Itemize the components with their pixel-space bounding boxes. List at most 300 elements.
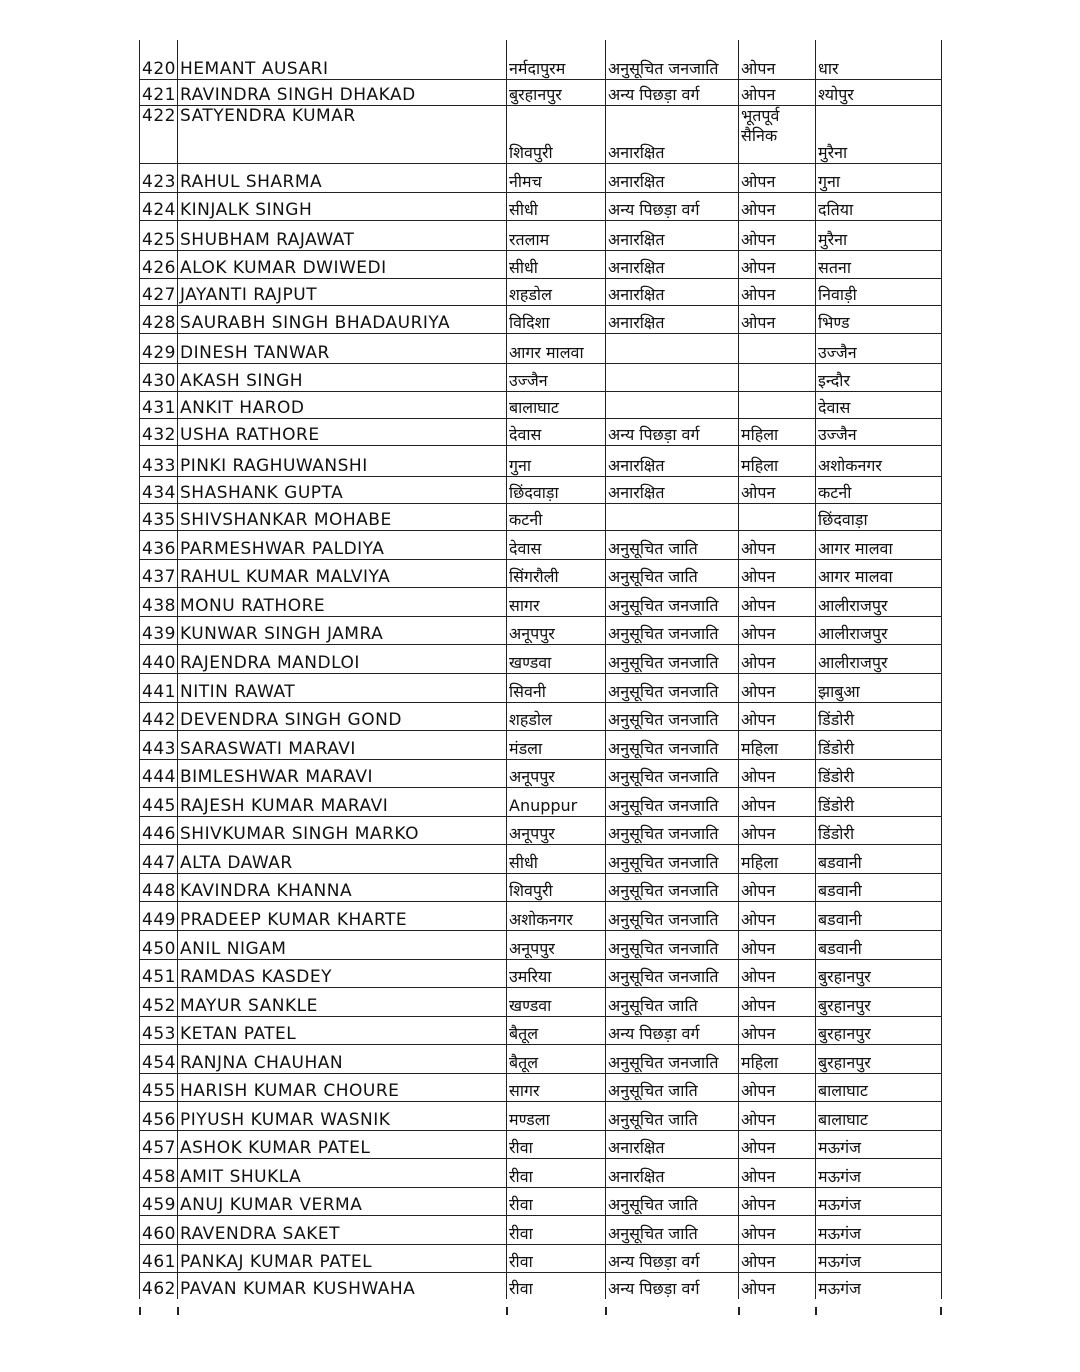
table-row xyxy=(140,673,942,702)
serial-number-cell: 442 xyxy=(140,702,178,730)
serial-number-cell: 424 xyxy=(140,192,178,220)
candidate-name-cell: KAVINDRA KHANNA xyxy=(178,873,507,901)
type-cell: ओपन xyxy=(739,1101,816,1130)
serial-number-cell: 461 xyxy=(140,1244,178,1272)
serial-number-cell: 435 xyxy=(140,503,178,530)
type-cell: ओपन xyxy=(739,1073,816,1101)
table-row xyxy=(140,250,942,278)
home-district-cell: सिंगरौली xyxy=(507,559,606,587)
category-cell xyxy=(606,503,739,530)
type-cell: ओपन xyxy=(739,673,816,702)
posting-district-cell: मऊगंज xyxy=(816,1187,942,1215)
category-cell: अनुसूचित जनजाति xyxy=(606,40,739,79)
table-row xyxy=(140,930,942,959)
home-district-cell: देवास xyxy=(507,418,606,445)
serial-number-cell: 429 xyxy=(140,333,178,363)
posting-district-cell: बालाघाट xyxy=(816,1073,942,1101)
candidate-name-cell: RAHUL SHARMA xyxy=(178,163,507,192)
candidate-name-cell: SAURABH SINGH BHADAURIYA xyxy=(178,305,507,333)
home-district-cell: रीवा xyxy=(507,1130,606,1158)
table-row xyxy=(140,503,942,530)
table-row xyxy=(140,759,942,787)
type-cell: ओपन xyxy=(739,702,816,730)
home-district-cell: शिवपुरी xyxy=(507,873,606,901)
type-cell: ओपन xyxy=(739,559,816,587)
candidate-name-cell: SHIVKUMAR SINGH MARKO xyxy=(178,816,507,844)
serial-number-cell: 445 xyxy=(140,787,178,816)
type-cell: ओपन xyxy=(739,220,816,250)
candidate-name-cell: KINJALK SINGH xyxy=(178,192,507,220)
type-cell: ओपन xyxy=(739,163,816,192)
table-row xyxy=(140,163,942,192)
posting-district-cell: देवास xyxy=(816,391,942,418)
table-row xyxy=(140,79,942,105)
candidate-name-cell: BIMLESHWAR MARAVI xyxy=(178,759,507,787)
type-cell xyxy=(739,503,816,530)
category-cell: अन्य पिछड़ा वर्ग xyxy=(606,192,739,220)
posting-district-cell: बालाघाट xyxy=(816,1101,942,1130)
posting-district-cell: श्योपुर xyxy=(816,79,942,105)
candidate-name-cell: MAYUR SANKLE xyxy=(178,987,507,1016)
grid-line-stub xyxy=(738,1307,740,1315)
candidate-name-cell: PINKI RAGHUWANSHI xyxy=(178,445,507,476)
type-cell: ओपन xyxy=(739,873,816,901)
table-continuation-lines xyxy=(139,1307,941,1315)
grid-line-stub xyxy=(177,1307,179,1315)
category-cell: अनुसूचित जनजाति xyxy=(606,616,739,644)
serial-number-cell: 452 xyxy=(140,987,178,1016)
posting-district-cell: बुरहानपुर xyxy=(816,987,942,1016)
category-cell: अनुसूचित जनजाति xyxy=(606,587,739,616)
posting-district-cell: बुरहानपुर xyxy=(816,959,942,987)
candidate-table xyxy=(139,40,942,1299)
home-district-cell: रीवा xyxy=(507,1244,606,1272)
home-district-cell: सागर xyxy=(507,587,606,616)
home-district-cell: शहडोल xyxy=(507,702,606,730)
serial-number-cell: 431 xyxy=(140,391,178,418)
serial-number-cell: 440 xyxy=(140,644,178,673)
posting-district-cell: सतना xyxy=(816,250,942,278)
posting-district-cell: मऊगंज xyxy=(816,1272,942,1299)
serial-number-cell: 455 xyxy=(140,1073,178,1101)
table-row xyxy=(140,40,942,79)
candidate-name-cell: PIYUSH KUMAR WASNIK xyxy=(178,1101,507,1130)
posting-district-cell: इन्दौर xyxy=(816,363,942,391)
candidate-name-cell: DEVENDRA SINGH GOND xyxy=(178,702,507,730)
home-district-cell: गुना xyxy=(507,445,606,476)
posting-district-cell: अशोकनगर xyxy=(816,445,942,476)
table-row xyxy=(140,1158,942,1187)
type-cell: ओपन xyxy=(739,759,816,787)
serial-number-cell: 453 xyxy=(140,1016,178,1044)
candidate-name-cell: SHASHANK GUPTA xyxy=(178,476,507,503)
serial-number-cell: 422 xyxy=(140,105,178,163)
category-cell: अनारक्षित xyxy=(606,220,739,250)
type-cell: ओपन xyxy=(739,587,816,616)
candidate-name-cell: ANUJ KUMAR VERMA xyxy=(178,1187,507,1215)
category-cell: अनारक्षित xyxy=(606,476,739,503)
posting-district-cell: उज्जैन xyxy=(816,333,942,363)
posting-district-cell: बडवानी xyxy=(816,901,942,930)
serial-number-cell: 450 xyxy=(140,930,178,959)
category-cell: अन्य पिछड़ा वर्ग xyxy=(606,418,739,445)
serial-number-cell: 456 xyxy=(140,1101,178,1130)
category-cell: अनुसूचित जनजाति xyxy=(606,787,739,816)
table-row xyxy=(140,816,942,844)
category-cell: अनारक्षित xyxy=(606,445,739,476)
serial-number-cell: 428 xyxy=(140,305,178,333)
table-row xyxy=(140,987,942,1016)
home-district-cell: अनूपपुर xyxy=(507,816,606,844)
table-row xyxy=(140,1272,942,1299)
category-cell xyxy=(606,363,739,391)
home-district-cell: नीमच xyxy=(507,163,606,192)
table-row xyxy=(140,616,942,644)
category-cell: अन्य पिछड़ा वर्ग xyxy=(606,79,739,105)
category-cell: अनुसूचित जाति xyxy=(606,987,739,1016)
type-cell: ओपन xyxy=(739,644,816,673)
candidate-name-cell: ALOK KUMAR DWIWEDI xyxy=(178,250,507,278)
category-cell: अनुसूचित जाति xyxy=(606,530,739,559)
type-cell: ओपन xyxy=(739,1187,816,1215)
table-row xyxy=(140,1044,942,1073)
posting-district-cell: उज्जैन xyxy=(816,418,942,445)
table-row xyxy=(140,559,942,587)
posting-district-cell: भिण्ड xyxy=(816,305,942,333)
posting-district-cell: आलीराजपुर xyxy=(816,616,942,644)
grid-line-stub xyxy=(815,1307,817,1315)
category-cell: अनारक्षित xyxy=(606,1158,739,1187)
type-cell: ओपन xyxy=(739,787,816,816)
serial-number-cell: 434 xyxy=(140,476,178,503)
category-cell: अनारक्षित xyxy=(606,163,739,192)
posting-district-cell: डिंडोरी xyxy=(816,702,942,730)
serial-number-cell: 436 xyxy=(140,530,178,559)
home-district-cell: उमरिया xyxy=(507,959,606,987)
serial-number-cell: 439 xyxy=(140,616,178,644)
posting-district-cell: डिंडोरी xyxy=(816,787,942,816)
category-cell: अनुसूचित जनजाति xyxy=(606,702,739,730)
table-row xyxy=(140,530,942,559)
serial-number-cell: 451 xyxy=(140,959,178,987)
posting-district-cell: निवाड़ी xyxy=(816,278,942,305)
home-district-cell: अनूपपुर xyxy=(507,616,606,644)
type-cell: ओपन xyxy=(739,192,816,220)
type-cell: महिला xyxy=(739,1044,816,1073)
serial-number-cell: 421 xyxy=(140,79,178,105)
posting-district-cell: मऊगंज xyxy=(816,1158,942,1187)
table-row xyxy=(140,730,942,759)
candidate-name-cell: AMIT SHUKLA xyxy=(178,1158,507,1187)
table-row xyxy=(140,418,942,445)
category-cell: अनुसूचित जनजाति xyxy=(606,644,739,673)
serial-number-cell: 458 xyxy=(140,1158,178,1187)
candidate-name-cell: SATYENDRA KUMAR xyxy=(178,105,507,163)
posting-district-cell: डिंडोरी xyxy=(816,730,942,759)
table-row xyxy=(140,844,942,873)
candidate-name-cell: MONU RATHORE xyxy=(178,587,507,616)
serial-number-cell: 443 xyxy=(140,730,178,759)
table-row xyxy=(140,278,942,305)
candidate-name-cell: RAHUL KUMAR MALVIYA xyxy=(178,559,507,587)
candidate-table-body xyxy=(140,40,942,1299)
table-row xyxy=(140,1101,942,1130)
candidate-name-cell: ASHOK KUMAR PATEL xyxy=(178,1130,507,1158)
posting-district-cell: डिंडोरी xyxy=(816,816,942,844)
candidate-name-cell: DINESH TANWAR xyxy=(178,333,507,363)
serial-number-cell: 449 xyxy=(140,901,178,930)
home-district-cell: अनूपपुर xyxy=(507,930,606,959)
grid-line-stub xyxy=(605,1307,607,1315)
home-district-cell: कटनी xyxy=(507,503,606,530)
home-district-cell: रीवा xyxy=(507,1215,606,1244)
table-row xyxy=(140,333,942,363)
serial-number-cell: 438 xyxy=(140,587,178,616)
home-district-cell: रीवा xyxy=(507,1187,606,1215)
type-cell: भूतपूर्व सैनिक xyxy=(739,105,816,163)
serial-number-cell: 447 xyxy=(140,844,178,873)
home-district-cell: शहडोल xyxy=(507,278,606,305)
candidate-name-cell: HEMANT AUSARI xyxy=(178,40,507,79)
type-cell: ओपन xyxy=(739,305,816,333)
posting-district-cell: मऊगंज xyxy=(816,1215,942,1244)
serial-number-cell: 427 xyxy=(140,278,178,305)
posting-district-cell: मुरैना xyxy=(816,105,942,163)
serial-number-cell: 454 xyxy=(140,1044,178,1073)
table-row xyxy=(140,305,942,333)
posting-district-cell: बडवानी xyxy=(816,844,942,873)
serial-number-cell: 460 xyxy=(140,1215,178,1244)
posting-district-cell: धार xyxy=(816,40,942,79)
grid-line-stub xyxy=(940,1307,942,1315)
serial-number-cell: 425 xyxy=(140,220,178,250)
posting-district-cell: आगर मालवा xyxy=(816,559,942,587)
grid-line-stub xyxy=(506,1307,508,1315)
type-cell: महिला xyxy=(739,418,816,445)
candidate-name-cell: ANKIT HAROD xyxy=(178,391,507,418)
posting-district-cell: गुना xyxy=(816,163,942,192)
home-district-cell: बुरहानपुर xyxy=(507,79,606,105)
category-cell: अनुसूचित जनजाति xyxy=(606,673,739,702)
category-cell xyxy=(606,391,739,418)
table-row xyxy=(140,1073,942,1101)
candidate-name-cell: HARISH KUMAR CHOURE xyxy=(178,1073,507,1101)
category-cell: अनुसूचित जनजाति xyxy=(606,816,739,844)
category-cell: अनारक्षित xyxy=(606,1130,739,1158)
category-cell: अनुसूचित जाति xyxy=(606,1101,739,1130)
category-cell: अनुसूचित जाति xyxy=(606,1187,739,1215)
candidate-name-cell: RAJENDRA MANDLOI xyxy=(178,644,507,673)
candidate-name-cell: PARMESHWAR PALDIYA xyxy=(178,530,507,559)
candidate-name-cell: SHUBHAM RAJAWAT xyxy=(178,220,507,250)
type-cell: ओपन xyxy=(739,959,816,987)
posting-district-cell: मऊगंज xyxy=(816,1130,942,1158)
home-district-cell: अशोकनगर xyxy=(507,901,606,930)
candidate-name-cell: PAVAN KUMAR KUSHWAHA xyxy=(178,1272,507,1299)
category-cell: अनुसूचित जनजाति xyxy=(606,873,739,901)
serial-number-cell: 448 xyxy=(140,873,178,901)
type-cell: ओपन xyxy=(739,1158,816,1187)
type-cell: ओपन xyxy=(739,1215,816,1244)
table-row xyxy=(140,787,942,816)
serial-number-cell: 444 xyxy=(140,759,178,787)
posting-district-cell: दतिया xyxy=(816,192,942,220)
type-cell: ओपन xyxy=(739,987,816,1016)
category-cell: अन्य पिछड़ा वर्ग xyxy=(606,1016,739,1044)
type-cell: ओपन xyxy=(739,250,816,278)
type-cell xyxy=(739,333,816,363)
type-cell: ओपन xyxy=(739,1016,816,1044)
candidate-name-cell: AKASH SINGH xyxy=(178,363,507,391)
table-row xyxy=(140,1244,942,1272)
posting-district-cell: छिंदवाड़ा xyxy=(816,503,942,530)
table-row xyxy=(140,1016,942,1044)
candidate-name-cell: ANIL NIGAM xyxy=(178,930,507,959)
type-cell: ओपन xyxy=(739,530,816,559)
candidate-name-cell: SARASWATI MARAVI xyxy=(178,730,507,759)
type-cell: ओपन xyxy=(739,1244,816,1272)
table-row xyxy=(140,105,942,163)
table-row xyxy=(140,901,942,930)
posting-district-cell: मऊगंज xyxy=(816,1244,942,1272)
home-district-cell: आगर मालवा xyxy=(507,333,606,363)
category-cell: अनुसूचित जाति xyxy=(606,1215,739,1244)
candidate-name-cell: RAVENDRA SAKET xyxy=(178,1215,507,1244)
grid-line-stub xyxy=(139,1307,141,1315)
serial-number-cell: 420 xyxy=(140,40,178,79)
category-cell: अनुसूचित जनजाति xyxy=(606,759,739,787)
candidate-name-cell: PANKAJ KUMAR PATEL xyxy=(178,1244,507,1272)
candidate-name-cell: RAVINDRA SINGH DHAKAD xyxy=(178,79,507,105)
category-cell: अनारक्षित xyxy=(606,105,739,163)
serial-number-cell: 432 xyxy=(140,418,178,445)
category-cell: अनुसूचित जनजाति xyxy=(606,1044,739,1073)
table-row xyxy=(140,363,942,391)
type-cell: महिला xyxy=(739,844,816,873)
table-row xyxy=(140,445,942,476)
category-cell: अनुसूचित जाति xyxy=(606,1073,739,1101)
home-district-cell: नर्मदापुरम xyxy=(507,40,606,79)
candidate-name-cell: KETAN PATEL xyxy=(178,1016,507,1044)
category-cell: अनारक्षित xyxy=(606,278,739,305)
category-cell: अनुसूचित जनजाति xyxy=(606,901,739,930)
candidate-name-cell: RAMDAS KASDEY xyxy=(178,959,507,987)
home-district-cell: खण्डवा xyxy=(507,987,606,1016)
posting-district-cell: आलीराजपुर xyxy=(816,587,942,616)
type-cell: ओपन xyxy=(739,1130,816,1158)
posting-district-cell: डिंडोरी xyxy=(816,759,942,787)
posting-district-cell: बुरहानपुर xyxy=(816,1044,942,1073)
type-cell xyxy=(739,363,816,391)
table-row xyxy=(140,959,942,987)
posting-district-cell: बुरहानपुर xyxy=(816,1016,942,1044)
home-district-cell: अनूपपुर xyxy=(507,759,606,787)
category-cell: अनारक्षित xyxy=(606,250,739,278)
serial-number-cell: 433 xyxy=(140,445,178,476)
serial-number-cell: 462 xyxy=(140,1272,178,1299)
category-cell: अनुसूचित जनजाति xyxy=(606,730,739,759)
type-cell: महिला xyxy=(739,445,816,476)
table-row xyxy=(140,1187,942,1215)
table-row xyxy=(140,220,942,250)
category-cell: अन्य पिछड़ा वर्ग xyxy=(606,1244,739,1272)
home-district-cell: Anuppur xyxy=(507,787,606,816)
home-district-cell: उज्जैन xyxy=(507,363,606,391)
category-cell xyxy=(606,333,739,363)
serial-number-cell: 446 xyxy=(140,816,178,844)
category-cell: अनारक्षित xyxy=(606,305,739,333)
type-cell: ओपन xyxy=(739,40,816,79)
candidate-name-cell: KUNWAR SINGH JAMRA xyxy=(178,616,507,644)
table-row xyxy=(140,391,942,418)
posting-district-cell: झाबुआ xyxy=(816,673,942,702)
home-district-cell: शिवपुरी xyxy=(507,105,606,163)
home-district-cell: खण्डवा xyxy=(507,644,606,673)
table-row xyxy=(140,476,942,503)
serial-number-cell: 426 xyxy=(140,250,178,278)
home-district-cell: सिवनी xyxy=(507,673,606,702)
type-cell: ओपन xyxy=(739,901,816,930)
serial-number-cell: 457 xyxy=(140,1130,178,1158)
table-row xyxy=(140,1130,942,1158)
type-cell: ओपन xyxy=(739,930,816,959)
home-district-cell: बालाघाट xyxy=(507,391,606,418)
candidate-name-cell: JAYANTI RAJPUT xyxy=(178,278,507,305)
home-district-cell: रीवा xyxy=(507,1158,606,1187)
candidate-name-cell: ALTA DAWAR xyxy=(178,844,507,873)
type-cell: ओपन xyxy=(739,278,816,305)
posting-district-cell: मुरैना xyxy=(816,220,942,250)
serial-number-cell: 430 xyxy=(140,363,178,391)
category-cell: अनुसूचित जाति xyxy=(606,559,739,587)
home-district-cell: सीधी xyxy=(507,192,606,220)
candidate-name-cell: RAJESH KUMAR MARAVI xyxy=(178,787,507,816)
table-row xyxy=(140,644,942,673)
posting-district-cell: कटनी xyxy=(816,476,942,503)
posting-district-cell: आगर मालवा xyxy=(816,530,942,559)
type-cell: ओपन xyxy=(739,79,816,105)
category-cell: अनुसूचित जनजाति xyxy=(606,844,739,873)
category-cell: अनुसूचित जनजाति xyxy=(606,959,739,987)
home-district-cell: बैतूल xyxy=(507,1044,606,1073)
home-district-cell: सीधी xyxy=(507,844,606,873)
category-cell: अन्य पिछड़ा वर्ग xyxy=(606,1272,739,1299)
type-cell xyxy=(739,391,816,418)
table-row xyxy=(140,702,942,730)
serial-number-cell: 437 xyxy=(140,559,178,587)
type-cell: ओपन xyxy=(739,616,816,644)
home-district-cell: छिंदवाड़ा xyxy=(507,476,606,503)
home-district-cell: सीधी xyxy=(507,250,606,278)
table-row xyxy=(140,587,942,616)
serial-number-cell: 423 xyxy=(140,163,178,192)
candidate-name-cell: SHIVSHANKAR MOHABE xyxy=(178,503,507,530)
home-district-cell: मंडला xyxy=(507,730,606,759)
type-cell: ओपन xyxy=(739,1272,816,1299)
home-district-cell: मण्डला xyxy=(507,1101,606,1130)
serial-number-cell: 441 xyxy=(140,673,178,702)
table-row xyxy=(140,873,942,901)
home-district-cell: रीवा xyxy=(507,1272,606,1299)
candidate-name-cell: NITIN RAWAT xyxy=(178,673,507,702)
table-row xyxy=(140,192,942,220)
posting-district-cell: आलीराजपुर xyxy=(816,644,942,673)
type-cell: ओपन xyxy=(739,816,816,844)
home-district-cell: सागर xyxy=(507,1073,606,1101)
candidate-name-cell: PRADEEP KUMAR KHARTE xyxy=(178,901,507,930)
type-cell: महिला xyxy=(739,730,816,759)
table-row xyxy=(140,1215,942,1244)
